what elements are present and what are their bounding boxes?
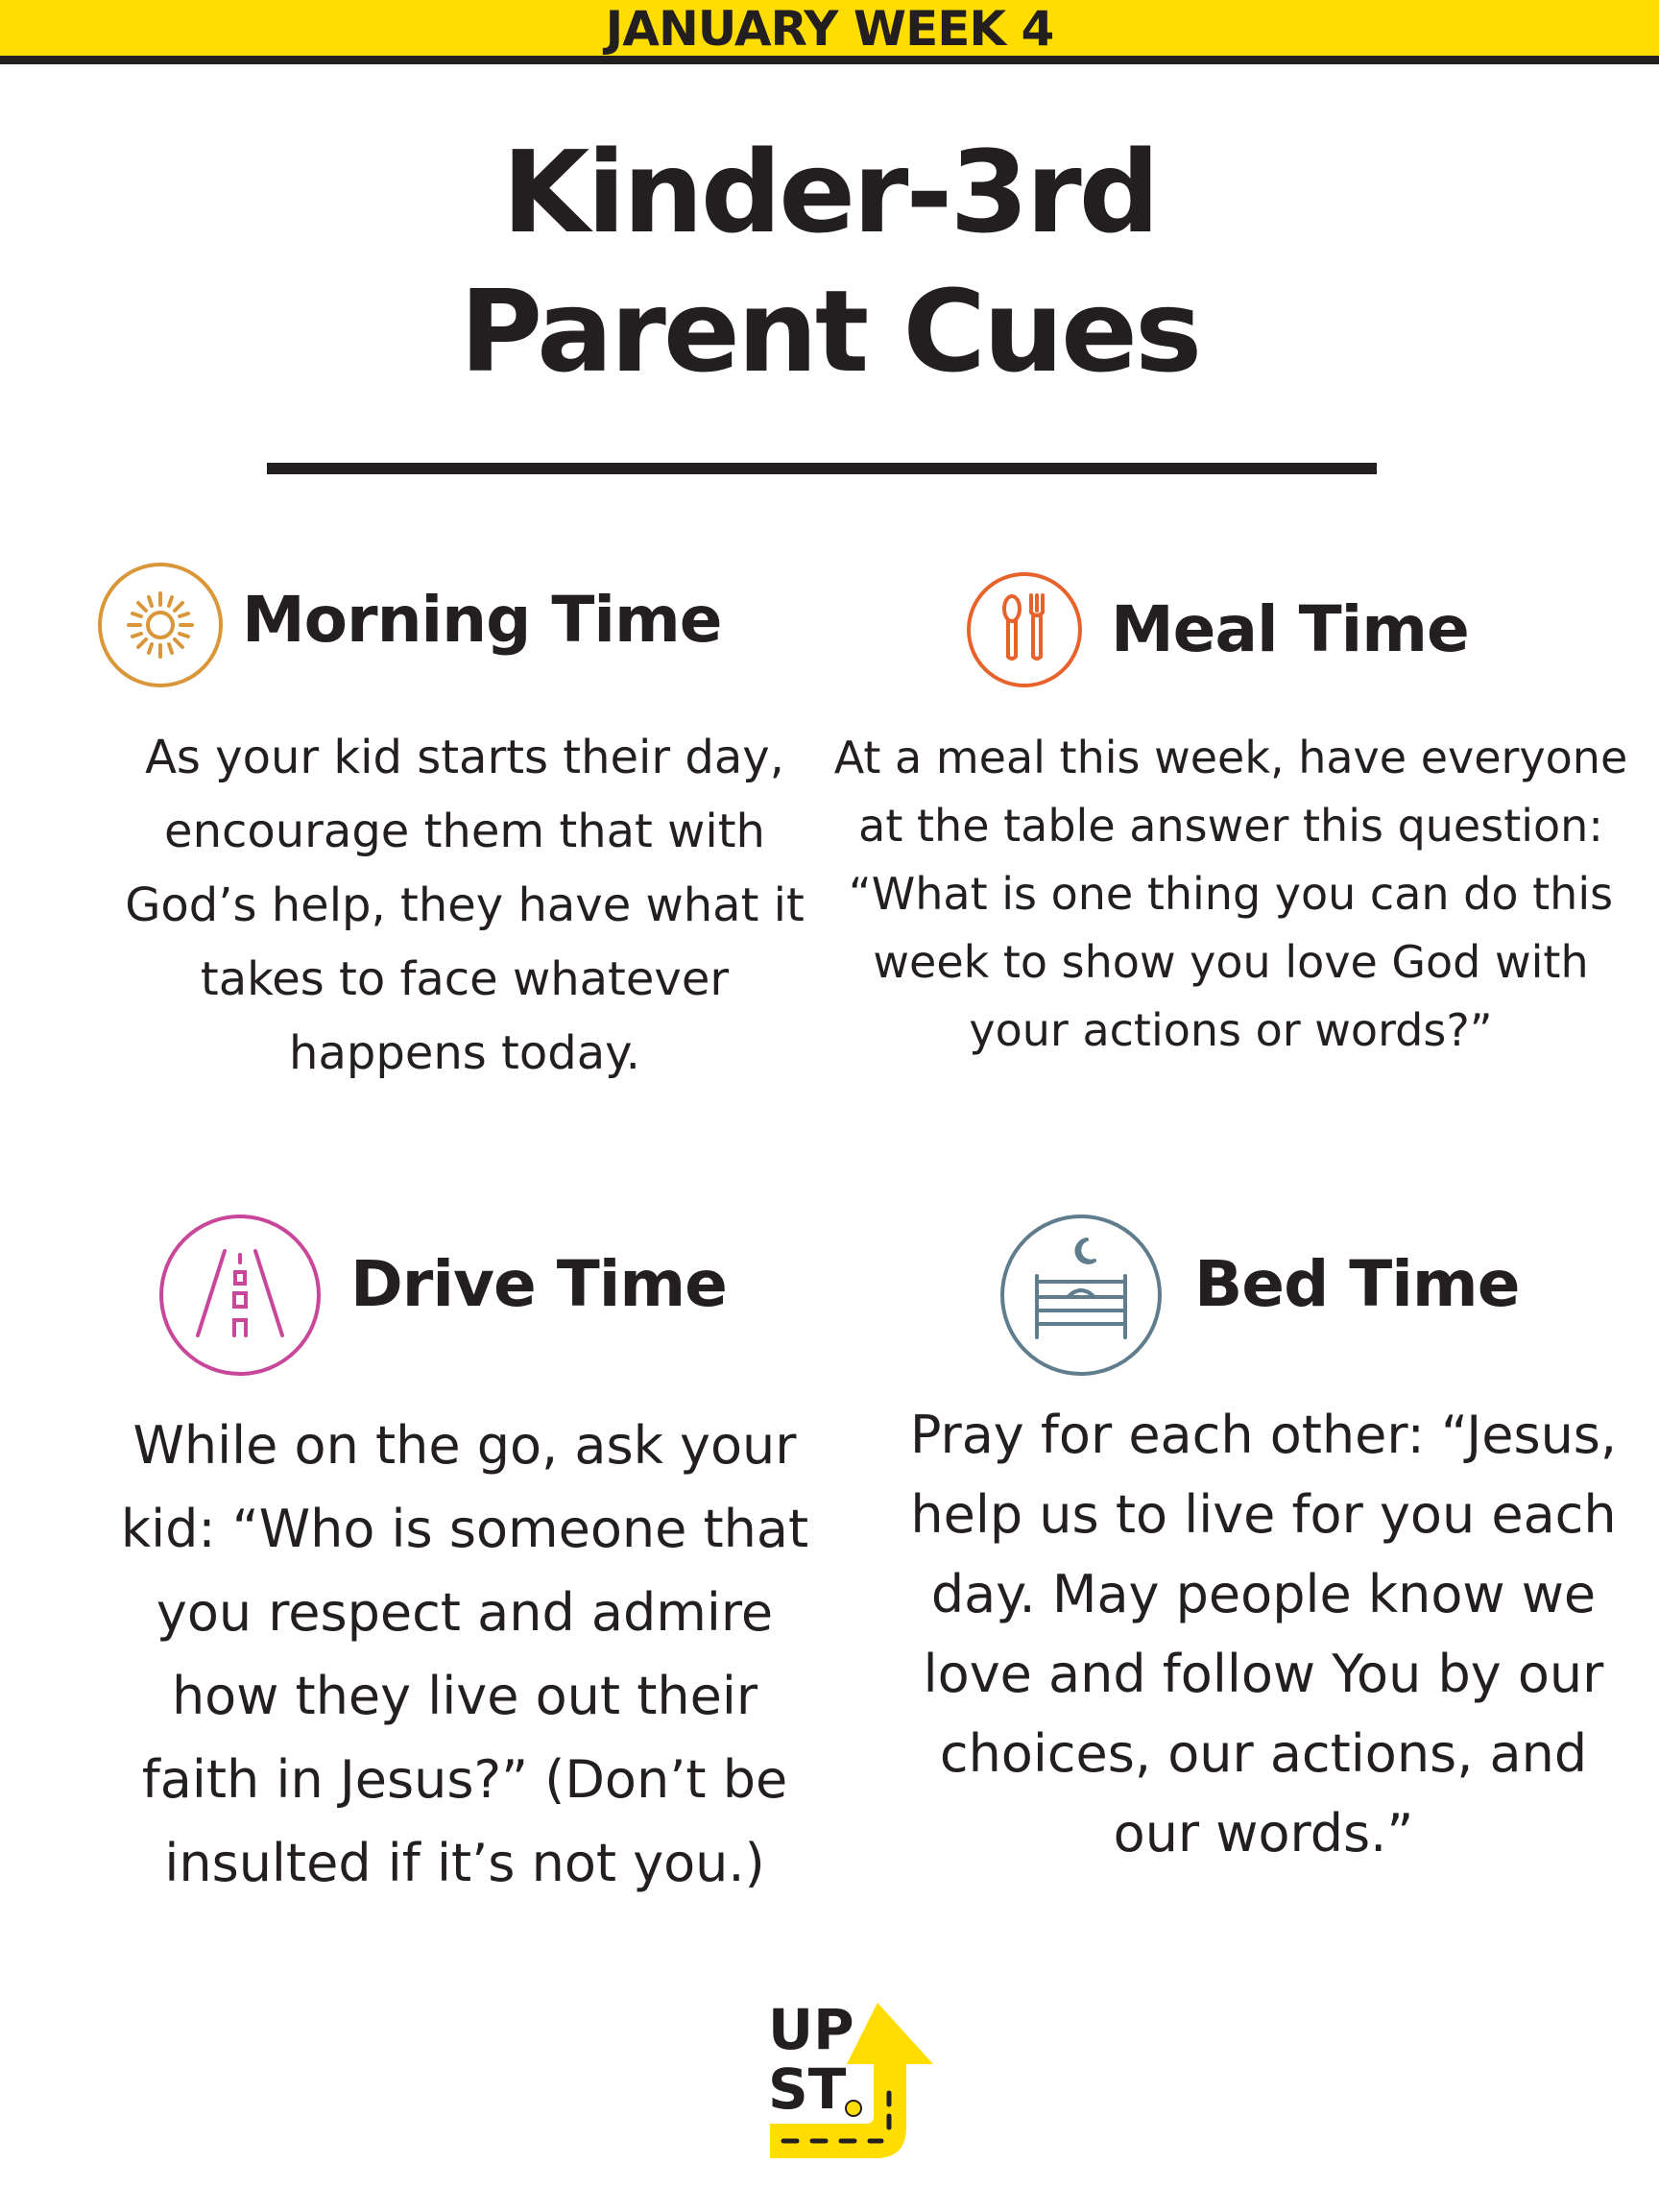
title-line-1: Kinder-3rd — [501, 126, 1158, 258]
drive-time-text: While on the go, ask your kid: “Who is someone that you respect and admire how they live out their faith in Jesus?” (Don’t be insulted if it’s not you.) — [120, 1415, 809, 1893]
title-divider — [267, 463, 1377, 474]
sun-icon — [96, 561, 225, 689]
morning-time-text: As your kid starts their day, encourage them that with God’s help, they have what it takes to face whatever happens today. — [125, 731, 805, 1080]
bed-time-heading: Bed Time — [1194, 1247, 1520, 1321]
drive-time-heading: Drive Time — [350, 1247, 727, 1321]
top-banner — [0, 0, 1659, 64]
meal-time-text: At a meal this week, have everyone at the table answer this question: “What is one thing you can do this week to show you love God with your actions or words?” — [833, 732, 1628, 1056]
upstreet-logo-icon — [764, 1995, 937, 2164]
title-line-2: Parent Cues — [459, 265, 1200, 397]
bed-time-text: Pray for each other: “Jesus, help us to live for you each day. May people know we love and follow You by our choices, our actions, and our words.” — [909, 1405, 1618, 1863]
utensils-icon — [965, 570, 1084, 689]
page-title — [0, 123, 1659, 401]
bed-moon-icon — [998, 1213, 1164, 1378]
morning-time-heading: Morning Time — [242, 583, 722, 657]
logo-text-st: ST — [768, 2056, 847, 2122]
road-icon — [157, 1213, 323, 1378]
meal-time-heading: Meal Time — [1111, 592, 1469, 666]
logo-text-up: UP — [768, 1997, 854, 2062]
week-label: JANUARY WEEK 4 — [605, 1, 1054, 57]
